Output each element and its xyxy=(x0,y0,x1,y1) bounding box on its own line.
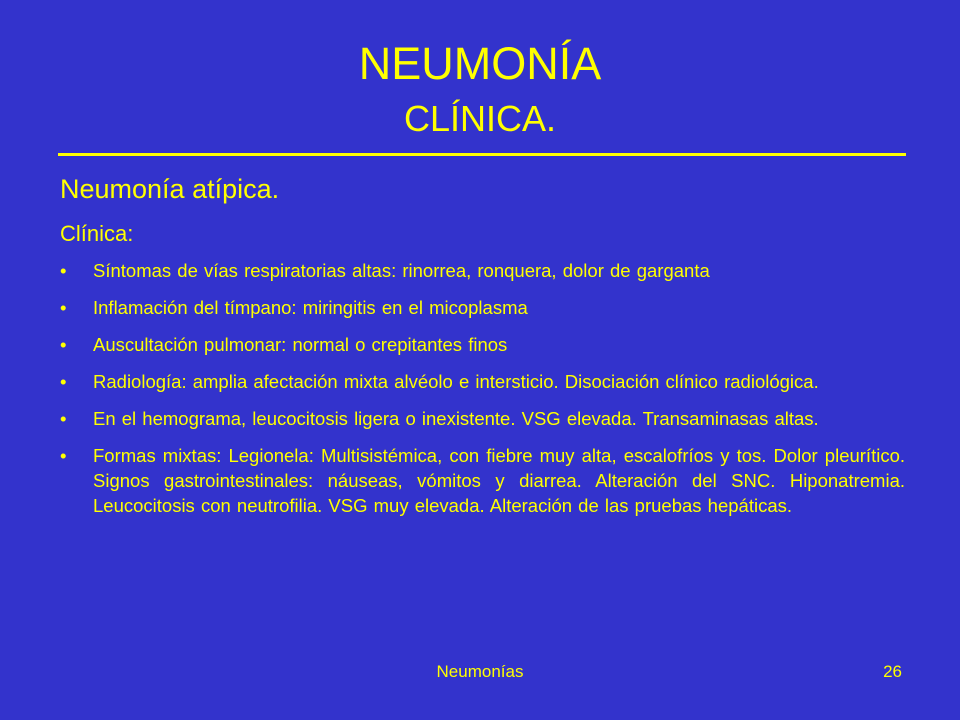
footer-title: Neumonías xyxy=(436,662,524,681)
bullet-item xyxy=(60,443,905,518)
bullet-icon: • xyxy=(60,445,67,466)
bullet-icon: • xyxy=(60,334,67,355)
bullet-text: Síntomas de vías respiratorias altas: rinorrea, ronquera, dolor de garganta xyxy=(93,260,710,281)
bullet-icon: • xyxy=(60,260,67,281)
bullet-text: Radiología: amplia afectación mixta alvéolo e intersticio. Disociación clínico radiológica. xyxy=(93,371,819,392)
section-heading: Neumonía atípica. xyxy=(60,174,280,204)
title-divider xyxy=(58,153,906,156)
bullet-text: Auscultación pulmonar: normal o crepitantes finos xyxy=(93,334,508,355)
bullet-item xyxy=(60,369,905,394)
bullet-icon: • xyxy=(60,408,67,429)
bullet-icon: • xyxy=(60,297,67,318)
bullet-text: En el hemograma, leucocitosis ligera o inexistente. VSG elevada. Transaminasas altas. xyxy=(93,408,819,429)
slide-title: NEUMONÍA xyxy=(358,38,602,89)
bullet-item xyxy=(60,332,905,357)
slide-subtitle: CLÍNICA. xyxy=(403,98,557,139)
page-number: 26 xyxy=(883,662,902,681)
bullet-item xyxy=(60,258,905,283)
bullet-item xyxy=(60,406,905,431)
bullet-item xyxy=(60,295,905,320)
bullet-text: Formas mixtas: Legionela: Multisistémica, con fiebre muy alta, escalofríos y tos. Dolor pleurítico. Signos gastrointestinales: náuseas, vómitos y diarrea. Alteración del SNC. Hiponatremia. Leucocitosis con neutrofilia. VSG muy elevada. Alteración de las pruebas hepáticas. xyxy=(93,445,905,516)
bullet-list xyxy=(60,258,905,530)
section-subheading: Clínica: xyxy=(60,221,134,246)
bullet-icon: • xyxy=(60,371,67,392)
bullet-text: Inflamación del tímpano: miringitis en el micoplasma xyxy=(93,297,528,318)
